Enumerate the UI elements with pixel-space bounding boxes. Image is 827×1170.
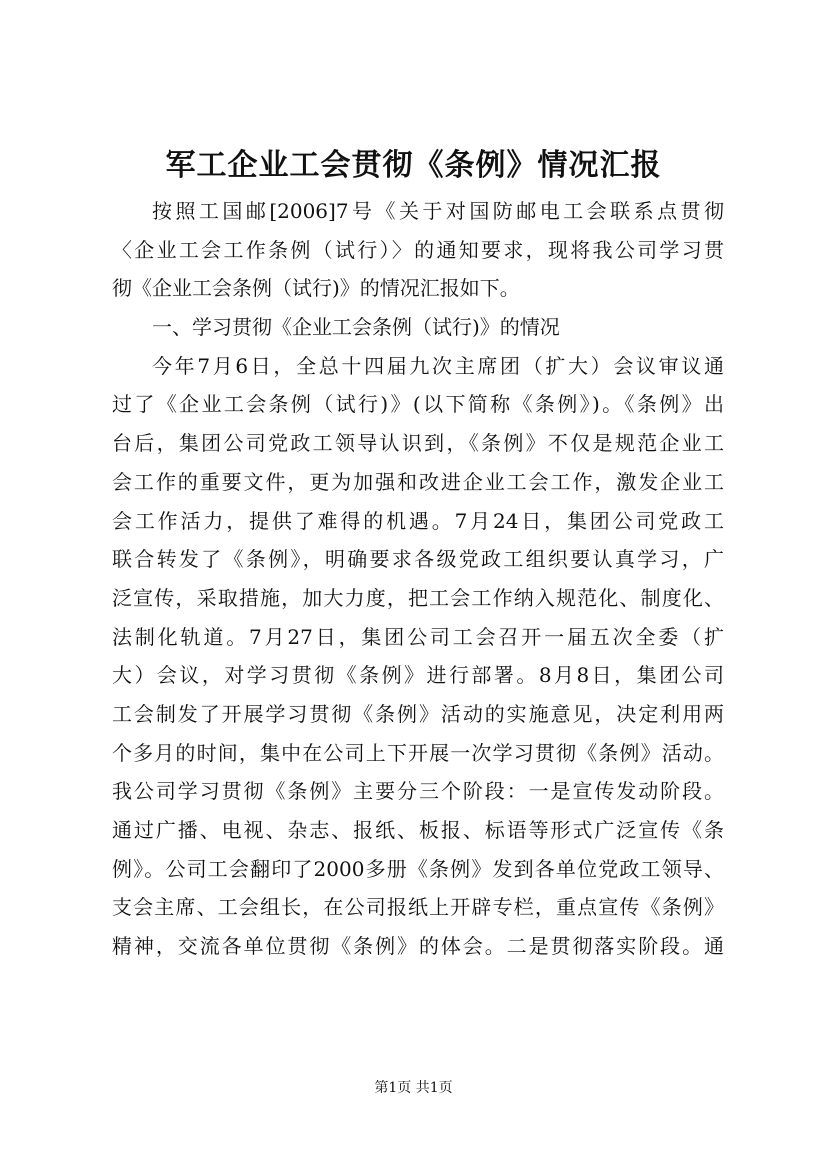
body-line: 我公司学习贯彻《条例》主要分三个阶段：一是宣传发动阶段。 [112, 779, 724, 804]
body-line: 个多月的时间，集中在公司上下开展一次学习贯彻《条例》活动。 [112, 740, 724, 765]
document-title: 军工企业工会贯彻《条例》情况汇报 [165, 148, 662, 183]
body-line: 法制化轨道。7月27日，集团公司工会召开一届五次全委（扩 [112, 624, 724, 649]
document-body [112, 192, 724, 966]
body-line: 工会制发了开展学习贯彻《条例》活动的实施意见，决定利用两 [112, 701, 724, 726]
body-line: 按照工国邮[2006]7号《关于对国防邮电工会联系点贯彻 [152, 199, 724, 223]
body-line: 今年7月6日，全总十四届九次主席团（扩大）会议审议通 [152, 353, 724, 378]
body-line: 台后，集团公司党政工领导认识到，《条例》不仅是规范企业工 [112, 431, 724, 456]
body-line: 精神，交流各单位贯彻《条例》的体会。二是贯彻落实阶段。通 [112, 934, 724, 959]
body-line: 〈企业工会工作条例（试行）〉的通知要求，现将我公司学习贯 [112, 237, 724, 262]
body-line: 会工作的重要文件，更为加强和改进企业工会工作，激发企业工 [112, 469, 724, 494]
body-line: 过了《企业工会条例（试行)》(以下简称《条例》)。《条例》出 [112, 392, 724, 417]
body-line: 彻《企业工会条例（试行)》的情况汇报如下。 [112, 276, 520, 301]
body-line: 会工作活力，提供了难得的机遇。7月24日，集团公司党政工 [112, 508, 724, 533]
body-line: 支会主席、工会组长，在公司报纸上开辟专栏，重点宣传《条例》 [112, 895, 724, 920]
body-line: 联合转发了《条例》，明确要求各级党政工组织要认真学习，广 [112, 547, 724, 572]
body-line: 通过广播、电视、杂志、报纸、板报、标语等形式广泛宣传《条 [112, 818, 724, 842]
section-heading: 一、学习贯彻《企业工会条例（试行)》的情况 [152, 315, 560, 340]
page-footer: 第1页 共1页 [374, 1080, 453, 1096]
body-line: 例》。公司工会翻印了2000多册《条例》发到各单位党政工领导、 [112, 856, 724, 881]
body-line: 大）会议，对学习贯彻《条例》进行部署。8月8日，集团公司 [112, 663, 724, 688]
body-line: 泛宣传，采取措施，加大力度，把工会工作纳入规范化、制度化、 [112, 585, 724, 610]
